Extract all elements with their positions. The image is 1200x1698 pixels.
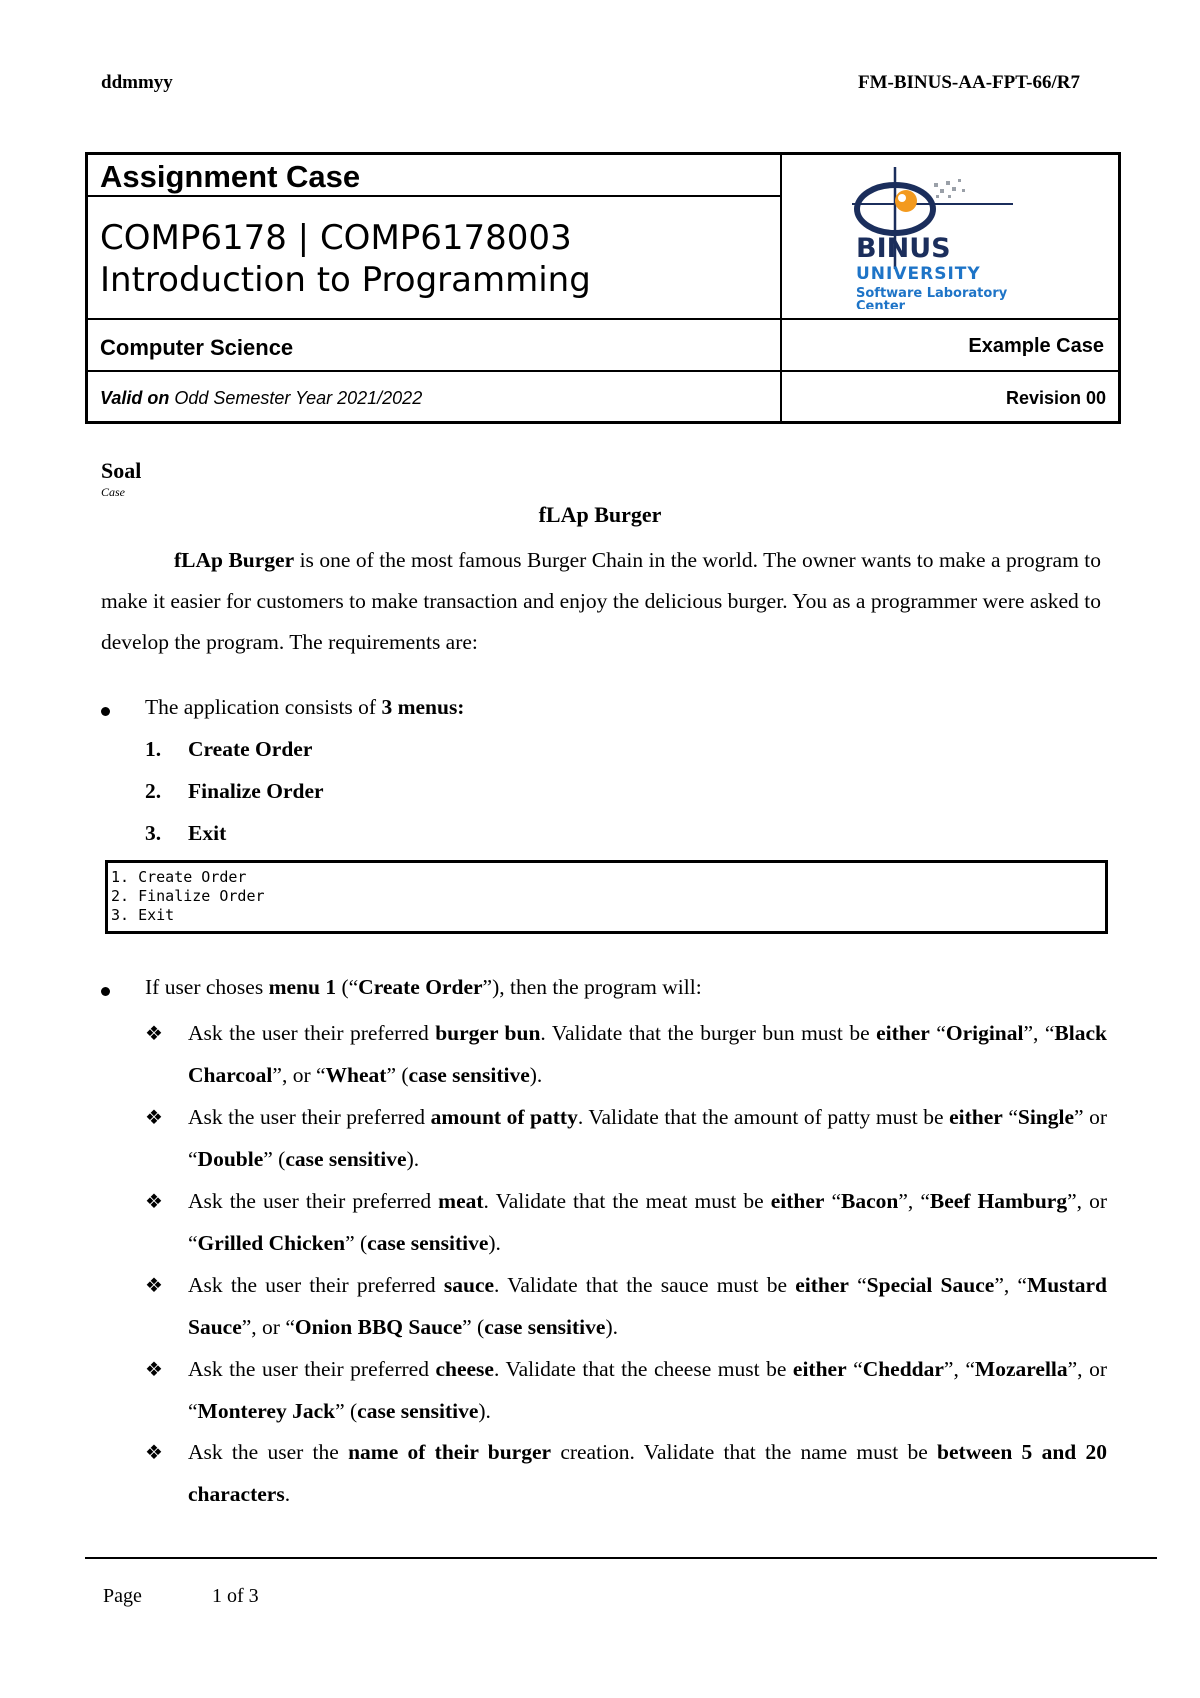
- valid-period: [100, 388, 422, 409]
- footer-page-number: 1 of 3: [212, 1585, 259, 1607]
- menu-item: [145, 737, 312, 762]
- footer-page-label: Page: [103, 1585, 142, 1607]
- menu-label: Exit: [188, 821, 227, 845]
- course-code: COMP6178 | COMP6178003: [100, 218, 572, 258]
- assignment-label: Assignment Case: [100, 159, 361, 194]
- bullet-text: The application consists of: [145, 695, 382, 719]
- diamond-bullet-icon: ❖: [145, 1189, 163, 1213]
- console-output: 1. Create Order 2. Finalize Order 3. Exit: [105, 860, 1108, 934]
- header-code: ddmmyy: [101, 72, 173, 93]
- menu-number: 2.: [145, 779, 162, 803]
- diamond-bullet-icon: ❖: [145, 1357, 163, 1381]
- diamond-bullet-icon: ❖: [145, 1105, 163, 1129]
- intro-text: is one of the most famous Burger Chain in the world. The owner wants to make a program to make it easier for customers to make transaction and enjoy the delicious burger. You as a programmer were asked to develop the program. The requirements are:: [101, 548, 1101, 654]
- menu-number: 3.: [145, 821, 162, 845]
- valid-label: Valid on: [100, 388, 170, 408]
- table-divider: [780, 155, 782, 421]
- bullet-create-order: If user choses menu 1 (“Create Order”), then the program will:: [145, 975, 702, 999]
- step-sauce: ❖ Ask the user their preferred sauce. Validate that the sauce must be either “Special Sauce”, “Mustard Sauce”, or “Onion BBQ Sauce” (case sensitive).: [145, 1264, 1107, 1348]
- table-divider: [88, 195, 780, 197]
- step-burger-bun: ❖ Ask the user their preferred burger bun. Validate that the burger bun must be either “Original”, “Black Charcoal”, or “Wheat” (case sensitive).: [145, 1012, 1107, 1096]
- section-subheading: Case: [101, 485, 125, 499]
- section-heading: Soal: [101, 458, 142, 483]
- intro-brand: fLAp Burger: [174, 548, 295, 572]
- table-divider: [88, 318, 1118, 320]
- revision: Revision 00: [1005, 388, 1106, 408]
- department: Computer Science: [100, 335, 294, 360]
- step-patty: ❖ Ask the user their preferred amount of patty. Validate that the amount of patty must be either “Single” or “Double” (case sensitive).: [145, 1096, 1107, 1180]
- diamond-bullet-icon: ❖: [145, 1440, 163, 1464]
- menu-item: [145, 821, 226, 846]
- logo-sub: UNIVERSITY: [856, 264, 981, 284]
- case-title: fLAp Burger: [538, 502, 662, 527]
- diamond-bullet-icon: ❖: [145, 1273, 163, 1297]
- menu-label: Finalize Order: [188, 779, 324, 803]
- course-title: [100, 217, 591, 301]
- logo-name: BINUS: [856, 233, 951, 264]
- intro-paragraph: [101, 540, 1101, 663]
- bullet-menus: [145, 695, 464, 720]
- table-divider: [88, 370, 1118, 372]
- step-meat: ❖ Ask the user their preferred meat. Validate that the meat must be either “Bacon”, “Beef Hamburg”, or “Grilled Chicken” (case sensitive).: [145, 1180, 1107, 1264]
- valid-value: Odd Semester Year 2021/2022: [174, 388, 423, 408]
- diamond-bullet-icon: ❖: [145, 1021, 163, 1045]
- step-cheese: ❖ Ask the user their preferred cheese. Validate that the cheese must be either “Cheddar”, “Mozarella”, or “Monterey Jack” (case sensitive).: [145, 1348, 1107, 1432]
- bullet-bold: 3 menus:: [381, 695, 465, 719]
- step-burger-name: ❖ Ask the user the name of their burger creation. Validate that the name must be between 5 and 20 characters.: [145, 1431, 1107, 1515]
- form-number: FM-BINUS-AA-FPT-66/R7: [857, 72, 1080, 93]
- header-table: [85, 152, 1121, 424]
- case-type: Example Case: [968, 335, 1104, 357]
- logo-lab-center: Center: [856, 299, 906, 309]
- menu-number: 1.: [145, 737, 162, 761]
- binus-logo-icon: [848, 159, 1108, 309]
- logo-lab: Software Laboratory: [856, 286, 1008, 301]
- footer-divider: [85, 1557, 1157, 1559]
- menu-label: Create Order: [188, 737, 313, 761]
- menu-item: [145, 779, 324, 804]
- course-name: Introduction to Programming: [100, 260, 591, 300]
